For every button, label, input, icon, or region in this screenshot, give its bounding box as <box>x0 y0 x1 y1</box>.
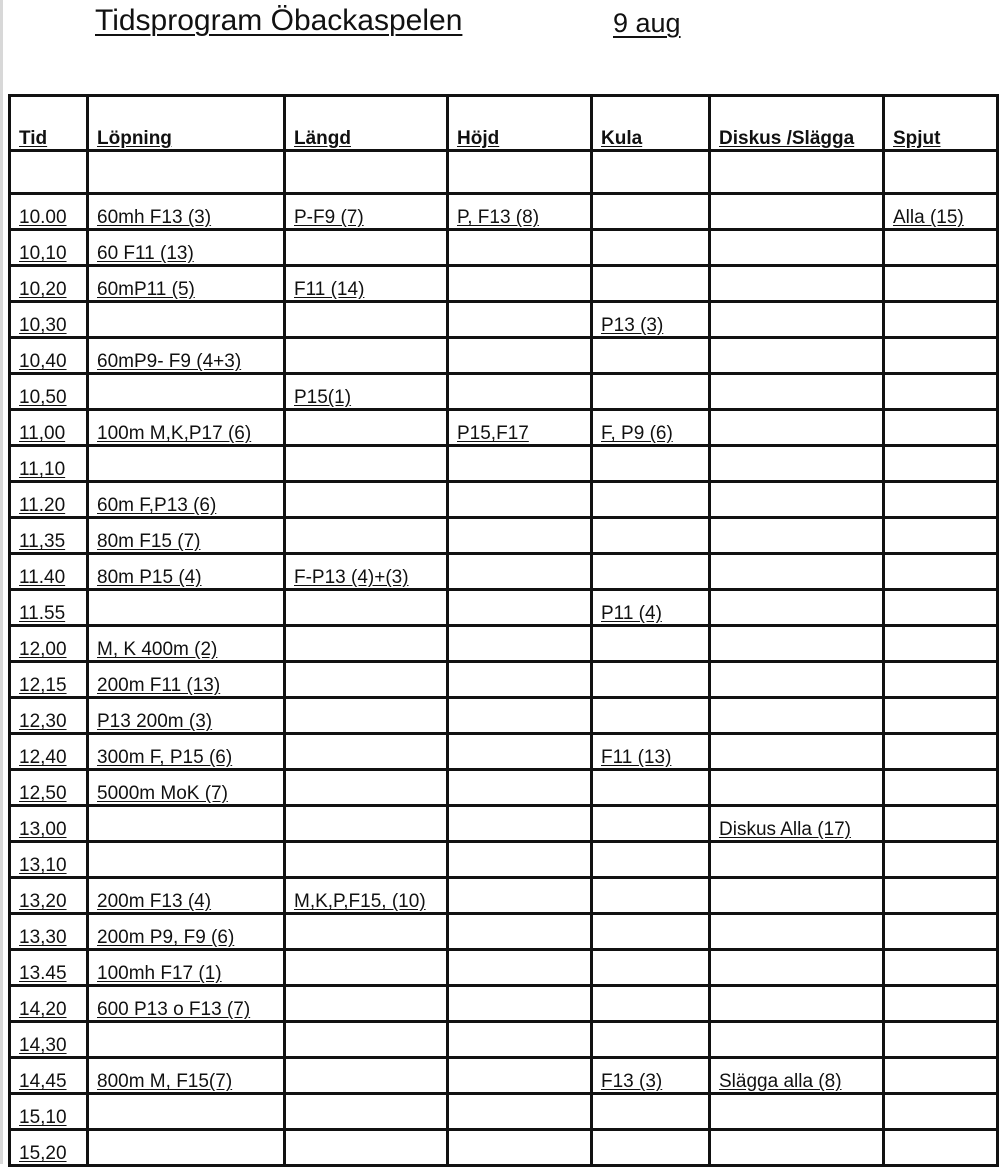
lopning-cell: 80m F15 (7) <box>88 518 285 554</box>
langd-cell <box>285 626 448 662</box>
time-cell: 10,10 <box>10 230 88 266</box>
lopning-cell: 200m F11 (13) <box>88 662 285 698</box>
langd-cell: M,K,P,F15, (10) <box>285 878 448 914</box>
spjut-cell <box>884 266 998 302</box>
lopning-cell: 5000m MoK (7) <box>88 770 285 806</box>
diskus-slagga-cell <box>710 1094 884 1130</box>
time-cell: 11,35 <box>10 518 88 554</box>
hojd-cell <box>448 230 592 266</box>
time-cell: 10,20 <box>10 266 88 302</box>
time-cell: 12,00 <box>10 626 88 662</box>
time-cell: 11,00 <box>10 410 88 446</box>
spjut-cell: Alla (15) <box>884 194 998 230</box>
spjut-cell <box>884 590 998 626</box>
time-cell: 12,40 <box>10 734 88 770</box>
table-row <box>10 518 998 554</box>
table-row <box>10 806 998 842</box>
diskus-slagga-cell <box>710 338 884 374</box>
hojd-cell <box>448 1094 592 1130</box>
hojd-cell <box>448 698 592 734</box>
spjut-cell <box>884 698 998 734</box>
hojd-cell <box>448 1130 592 1166</box>
diskus-slagga-cell <box>710 662 884 698</box>
kula-cell <box>592 878 710 914</box>
lopning-cell: 100m M,K,P17 (6) <box>88 410 285 446</box>
hojd-cell <box>448 986 592 1022</box>
diskus-slagga-cell <box>710 230 884 266</box>
time-cell: 14,30 <box>10 1022 88 1058</box>
lopning-cell: 80m P15 (4) <box>88 554 285 590</box>
diskus-slagga-cell <box>710 842 884 878</box>
hojd-cell <box>448 914 592 950</box>
time-cell: 10,30 <box>10 302 88 338</box>
hojd-cell <box>448 878 592 914</box>
spjut-cell <box>884 446 998 482</box>
langd-cell: F11 (14) <box>285 266 448 302</box>
lopning-cell: 800m M, F15(7) <box>88 1058 285 1094</box>
diskus-slagga-cell <box>710 878 884 914</box>
spjut-cell <box>884 338 998 374</box>
time-cell: 11.55 <box>10 590 88 626</box>
diskus-slagga-cell <box>710 266 884 302</box>
diskus-slagga-cell <box>710 410 884 446</box>
hojd-cell <box>448 662 592 698</box>
time-cell: 12,15 <box>10 662 88 698</box>
document-title: Tidsprogram Öbackaspelen <box>95 4 463 37</box>
spjut-cell <box>884 302 998 338</box>
kula-cell <box>592 842 710 878</box>
diskus-slagga-cell: Slägga alla (8) <box>710 1058 884 1094</box>
hojd-cell <box>448 446 592 482</box>
kula-cell <box>592 950 710 986</box>
hojd-cell <box>448 734 592 770</box>
diskus-slagga-cell <box>710 194 884 230</box>
langd-cell <box>285 986 448 1022</box>
lopning-cell: 200m F13 (4) <box>88 878 285 914</box>
langd-cell <box>285 518 448 554</box>
table-row <box>10 446 998 482</box>
table-row <box>10 698 998 734</box>
spjut-cell <box>884 950 998 986</box>
table-row <box>10 914 998 950</box>
lopning-cell: 60mP11 (5) <box>88 266 285 302</box>
time-cell: 13.45 <box>10 950 88 986</box>
spjut-cell <box>884 554 998 590</box>
langd-cell <box>285 230 448 266</box>
time-cell: 12,30 <box>10 698 88 734</box>
lopning-cell: 60mh F13 (3) <box>88 194 285 230</box>
table-row <box>10 986 998 1022</box>
header-row <box>10 96 998 151</box>
lopning-cell: 60m F,P13 (6) <box>88 482 285 518</box>
time-cell: 15,10 <box>10 1094 88 1130</box>
diskus-slagga-cell <box>710 482 884 518</box>
table-row <box>10 554 998 590</box>
lopning-cell: 60 F11 (13) <box>88 230 285 266</box>
lopning-cell: M, K 400m (2) <box>88 626 285 662</box>
column-header-kula: Kula <box>592 96 710 151</box>
kula-cell <box>592 266 710 302</box>
table-row <box>10 1094 998 1130</box>
spjut-cell <box>884 842 998 878</box>
kula-cell: P13 (3) <box>592 302 710 338</box>
table-row <box>10 734 998 770</box>
lopning-cell: 300m F, P15 (6) <box>88 734 285 770</box>
hojd-cell: P, F13 (8) <box>448 194 592 230</box>
lopning-cell <box>88 302 285 338</box>
kula-cell <box>592 374 710 410</box>
column-header-lopning: Löpning <box>88 96 285 151</box>
langd-cell <box>285 1094 448 1130</box>
spjut-cell <box>884 734 998 770</box>
hojd-cell <box>448 266 592 302</box>
hojd-cell: P15,F17 <box>448 410 592 446</box>
spjut-cell <box>884 806 998 842</box>
column-header-diskus-slagga: Diskus /Slägga <box>710 96 884 151</box>
table-row <box>10 626 998 662</box>
hojd-cell <box>448 374 592 410</box>
kula-cell: F11 (13) <box>592 734 710 770</box>
time-cell: 10,40 <box>10 338 88 374</box>
time-cell: 13,10 <box>10 842 88 878</box>
lopning-cell <box>88 446 285 482</box>
spjut-cell <box>884 482 998 518</box>
hojd-cell <box>448 302 592 338</box>
langd-cell <box>285 806 448 842</box>
spjut-cell <box>884 770 998 806</box>
diskus-slagga-cell <box>710 1130 884 1166</box>
spjut-cell <box>884 374 998 410</box>
kula-cell <box>592 230 710 266</box>
schedule-table <box>8 94 999 1167</box>
kula-cell <box>592 770 710 806</box>
kula-cell <box>592 1022 710 1058</box>
diskus-slagga-cell <box>710 554 884 590</box>
lopning-cell <box>88 842 285 878</box>
table-row <box>10 374 998 410</box>
kula-cell <box>592 194 710 230</box>
diskus-slagga-cell <box>710 590 884 626</box>
hojd-cell <box>448 518 592 554</box>
time-cell: 11.20 <box>10 482 88 518</box>
langd-cell <box>285 410 448 446</box>
column-header-langd: Längd <box>285 96 448 151</box>
kula-cell <box>592 1094 710 1130</box>
diskus-slagga-cell <box>710 626 884 662</box>
kula-cell <box>592 914 710 950</box>
spjut-cell <box>884 914 998 950</box>
kula-cell <box>592 554 710 590</box>
hojd-cell <box>448 950 592 986</box>
langd-cell <box>285 302 448 338</box>
kula-cell: F, P9 (6) <box>592 410 710 446</box>
langd-cell <box>285 734 448 770</box>
hojd-cell <box>448 1058 592 1094</box>
kula-cell <box>592 626 710 662</box>
time-cell: 13,00 <box>10 806 88 842</box>
diskus-slagga-cell: Diskus Alla (17) <box>710 806 884 842</box>
diskus-slagga-cell <box>710 734 884 770</box>
lopning-cell <box>88 374 285 410</box>
kula-cell: F13 (3) <box>592 1058 710 1094</box>
time-cell: 11.40 <box>10 554 88 590</box>
column-header-hojd: Höjd <box>448 96 592 151</box>
table-row <box>10 770 998 806</box>
hojd-cell <box>448 626 592 662</box>
spjut-cell <box>884 878 998 914</box>
langd-cell <box>285 698 448 734</box>
table-row <box>10 1058 998 1094</box>
lopning-cell <box>88 1130 285 1166</box>
column-header-spjut: Spjut <box>884 96 998 151</box>
time-cell: 10.00 <box>10 194 88 230</box>
langd-cell <box>285 1130 448 1166</box>
table-row <box>10 266 998 302</box>
diskus-slagga-cell <box>710 374 884 410</box>
langd-cell <box>285 590 448 626</box>
langd-cell <box>285 338 448 374</box>
hojd-cell <box>448 770 592 806</box>
table-row <box>10 302 998 338</box>
kula-cell <box>592 806 710 842</box>
kula-cell <box>592 338 710 374</box>
langd-cell <box>285 770 448 806</box>
table-row <box>10 338 998 374</box>
hojd-cell <box>448 590 592 626</box>
table-row <box>10 410 998 446</box>
kula-cell <box>592 446 710 482</box>
kula-cell <box>592 1130 710 1166</box>
diskus-slagga-cell <box>710 770 884 806</box>
time-cell: 11,10 <box>10 446 88 482</box>
page-edge-line <box>0 0 3 1164</box>
lopning-cell: 200m P9, F9 (6) <box>88 914 285 950</box>
langd-cell <box>285 1058 448 1094</box>
lopning-cell: 600 P13 o F13 (7) <box>88 986 285 1022</box>
spjut-cell <box>884 986 998 1022</box>
diskus-slagga-cell <box>710 302 884 338</box>
time-cell: 14,20 <box>10 986 88 1022</box>
table-row <box>10 842 998 878</box>
kula-cell <box>592 518 710 554</box>
hojd-cell <box>448 338 592 374</box>
table-row <box>10 950 998 986</box>
time-cell: 13,30 <box>10 914 88 950</box>
langd-cell <box>285 914 448 950</box>
table-row <box>10 590 998 626</box>
document-date: 9 aug <box>613 8 681 38</box>
diskus-slagga-cell <box>710 986 884 1022</box>
time-cell: 13,20 <box>10 878 88 914</box>
spjut-cell <box>884 518 998 554</box>
hojd-cell <box>448 1022 592 1058</box>
kula-cell <box>592 482 710 518</box>
time-cell: 12,50 <box>10 770 88 806</box>
kula-cell <box>592 698 710 734</box>
diskus-slagga-cell <box>710 914 884 950</box>
spjut-cell <box>884 1130 998 1166</box>
table-row <box>10 1130 998 1166</box>
kula-cell <box>592 986 710 1022</box>
lopning-cell <box>88 1022 285 1058</box>
table-row <box>10 878 998 914</box>
langd-cell <box>285 446 448 482</box>
langd-cell <box>285 842 448 878</box>
table-row <box>10 194 998 230</box>
column-header-tid: Tid <box>10 96 88 151</box>
spjut-cell <box>884 626 998 662</box>
spjut-cell <box>884 1094 998 1130</box>
kula-cell: P11 (4) <box>592 590 710 626</box>
time-cell: 10,50 <box>10 374 88 410</box>
spjut-cell <box>884 1058 998 1094</box>
lopning-cell: 60mP9- F9 (4+3) <box>88 338 285 374</box>
spjut-cell <box>884 410 998 446</box>
diskus-slagga-cell <box>710 1022 884 1058</box>
langd-cell: P-F9 (7) <box>285 194 448 230</box>
hojd-cell <box>448 554 592 590</box>
lopning-cell <box>88 1094 285 1130</box>
langd-cell <box>285 482 448 518</box>
lopning-cell: P13 200m (3) <box>88 698 285 734</box>
diskus-slagga-cell <box>710 446 884 482</box>
kula-cell <box>592 662 710 698</box>
langd-cell <box>285 1022 448 1058</box>
lopning-cell <box>88 590 285 626</box>
hojd-cell <box>448 482 592 518</box>
lopning-cell: 100mh F17 (1) <box>88 950 285 986</box>
hojd-cell <box>448 842 592 878</box>
spjut-cell <box>884 662 998 698</box>
langd-cell <box>285 950 448 986</box>
spjut-cell <box>884 230 998 266</box>
langd-cell <box>285 662 448 698</box>
hojd-cell <box>448 806 592 842</box>
lopning-cell <box>88 806 285 842</box>
langd-cell: F-P13 (4)+(3) <box>285 554 448 590</box>
time-cell: 15,20 <box>10 1130 88 1166</box>
table-row <box>10 230 998 266</box>
empty-row <box>10 151 998 194</box>
diskus-slagga-cell <box>710 698 884 734</box>
langd-cell: P15(1) <box>285 374 448 410</box>
diskus-slagga-cell <box>710 518 884 554</box>
spjut-cell <box>884 1022 998 1058</box>
diskus-slagga-cell <box>710 950 884 986</box>
table-row <box>10 662 998 698</box>
table-row <box>10 1022 998 1058</box>
table-row <box>10 482 998 518</box>
time-cell: 14,45 <box>10 1058 88 1094</box>
